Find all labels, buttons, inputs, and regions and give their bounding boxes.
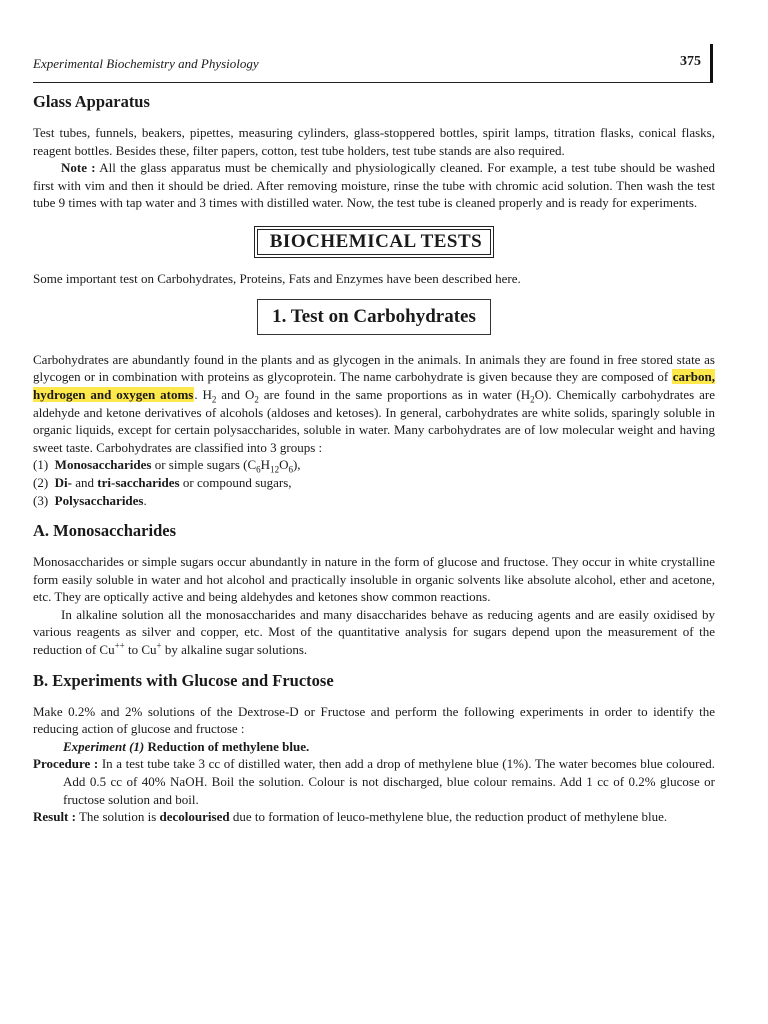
carbo-text-b2: and O (216, 386, 255, 402)
carbo-text-b: . H (194, 386, 212, 402)
subscript: 6 (288, 464, 293, 475)
procedure-label: Procedure : (33, 756, 99, 772)
monosaccharides-paragraph-2 (33, 606, 715, 659)
biochemical-tests-banner (254, 226, 494, 258)
procedure-paragraph (33, 755, 715, 808)
list-term: Di- (54, 474, 73, 490)
list-item (33, 474, 715, 492)
list-text: or compound sugars, (179, 474, 292, 490)
subscript: 2 (254, 394, 259, 405)
page-content (33, 92, 715, 826)
subscript: 2 (211, 394, 217, 405)
carbo-text-c: are found in the same proportions as in water (H (258, 386, 531, 402)
experiments-heading: B. Experiments with Glucose and Fructose (33, 670, 334, 690)
list-term: Monosaccharides (54, 457, 152, 473)
list-text: and (72, 474, 98, 490)
glass-apparatus-paragraph: Test tubes, funnels, beakers, pipettes, measuring cylinders, glass-stoppered bottles, spirit lamps, titration flasks, conical flasks, reagent bottles. Besides these, filter papers, cotton, test tube holders, test tube stands are also required. (33, 125, 715, 158)
subscript: 12 (270, 464, 280, 475)
experiments-intro: Make 0.2% and 2% solutions of the Dextrose-D or Fructose and perform the following experiments in order to identify the reducing action of glucose and fructose : (33, 703, 715, 737)
header-rule (710, 44, 713, 82)
list-text: or simple sugars (C (151, 457, 257, 473)
subscript: 2 (530, 394, 535, 405)
carbohydrates-banner: 1. Test on Carbohydrates (257, 299, 491, 335)
result-text-a: The solution is (75, 809, 160, 825)
formula-part: H (260, 457, 271, 473)
list-term: tri-saccharides (97, 474, 180, 490)
experiment-label: Experiment (1) (63, 738, 145, 754)
list-item (33, 456, 715, 474)
biochemical-intro: Some important test on Carbohydrates, Proteins, Fats and Enzymes have been described here. (33, 270, 521, 286)
highlighted-atoms: carbon, hydrogen and oxygen atoms (33, 369, 716, 402)
running-header (33, 52, 713, 83)
running-title: Experimental Biochemistry and Physiology (33, 56, 259, 71)
experiment-title-line (33, 738, 715, 756)
biochemical-tests-title: BIOCHEMICAL TESTS (257, 229, 491, 255)
list-text: ), (292, 457, 301, 473)
subscript: 6 (256, 464, 261, 475)
monosaccharides-paragraph-1: Monosaccharides or simple sugars occur abundantly in nature in the form of glucose and fructose. They occur in white crystalline form easily soluble in water and hot alcohol and practically insoluble in organic solvents like absolute alcohol, ether and acetone, etc. They are optically active and being aldehydes and ketones show common reactions. (33, 554, 715, 605)
result-keyword: decolourised (159, 809, 230, 825)
page-number: 375 (680, 54, 701, 69)
carbo-text-a: Carbohydrates are abundantly found in the plants and as glycogen in the animals. In animals they are found in free stored state as glycogen or in combination with proteins as glycoprotein. The name carbohydrate is given because they are composed of (33, 351, 715, 385)
classification-list (33, 456, 715, 509)
list-term: Polysaccharides (54, 492, 144, 508)
glass-apparatus-heading: Glass Apparatus (33, 92, 150, 111)
list-number: (3) (33, 492, 49, 508)
mono-text-c: by alkaline sugar solutions. (161, 642, 308, 658)
biochemical-tests-banner-wrap (33, 226, 715, 258)
note-paragraph (33, 159, 715, 212)
result-label: Result : (33, 809, 76, 825)
monosaccharides-heading: A. Monosaccharides (33, 521, 176, 541)
superscript: + (156, 640, 162, 651)
mono-text-b: to Cu (124, 642, 157, 658)
experiment-title: Reduction of methylene blue. (144, 738, 310, 754)
carbohydrates-paragraph (33, 351, 715, 457)
list-text: . (143, 492, 147, 508)
result-paragraph (33, 808, 715, 826)
result-text-b: due to formation of leuco-methylene blue, the reduction product of methylene blue. (229, 809, 668, 825)
mono-text-a: In alkaline solution all the monosaccharides and many disaccharides behave as reducing agents and are easily oxidised by various reagents as silver and copper, etc. Most of the quantitative analysis for sugars depend upon the measurement of the reduction of Cu (33, 606, 715, 658)
list-number: (1) (33, 457, 49, 473)
carbohydrates-banner-wrap (33, 299, 715, 335)
note-label: Note : (61, 160, 96, 176)
list-number: (2) (33, 474, 49, 490)
list-item (33, 492, 715, 510)
formula-part: O (279, 457, 289, 473)
note-text: All the glass apparatus must be chemically and physiologically cleaned. For example, a test tube should be washed first with vim and then it should be dried. After removing moisture, rinse the tube with chromic acid solution. Then wash the test tube 9 times with tap water and 3 times with distilled water. Now, the test tube is cleaned properly and is ready for experiments. (33, 160, 715, 211)
procedure-text: In a test tube take 3 cc of distilled water, then add a drop of methylene blue (1%). The water becomes blue coloured. Add 0.5 cc of 40% NaOH. Boil the solution. Colour is not discharged, blue colour remains. Add 1 cc of 0.2% glucose or fructose solution and boil. (63, 756, 715, 807)
superscript: ++ (114, 640, 125, 651)
carbo-text-d: O). Chemically carbohydrates are aldehyde and ketone derivatives of alcohols (aldoses and ketoses). In general, carbohydrates are white solids, sparingly soluble in organic liquids, except for certain polysaccharides, soluble in water. Many carbohydrates are of low molecular weight and having sweet taste. Carbohydrates are classified into 3 groups : (33, 386, 715, 455)
